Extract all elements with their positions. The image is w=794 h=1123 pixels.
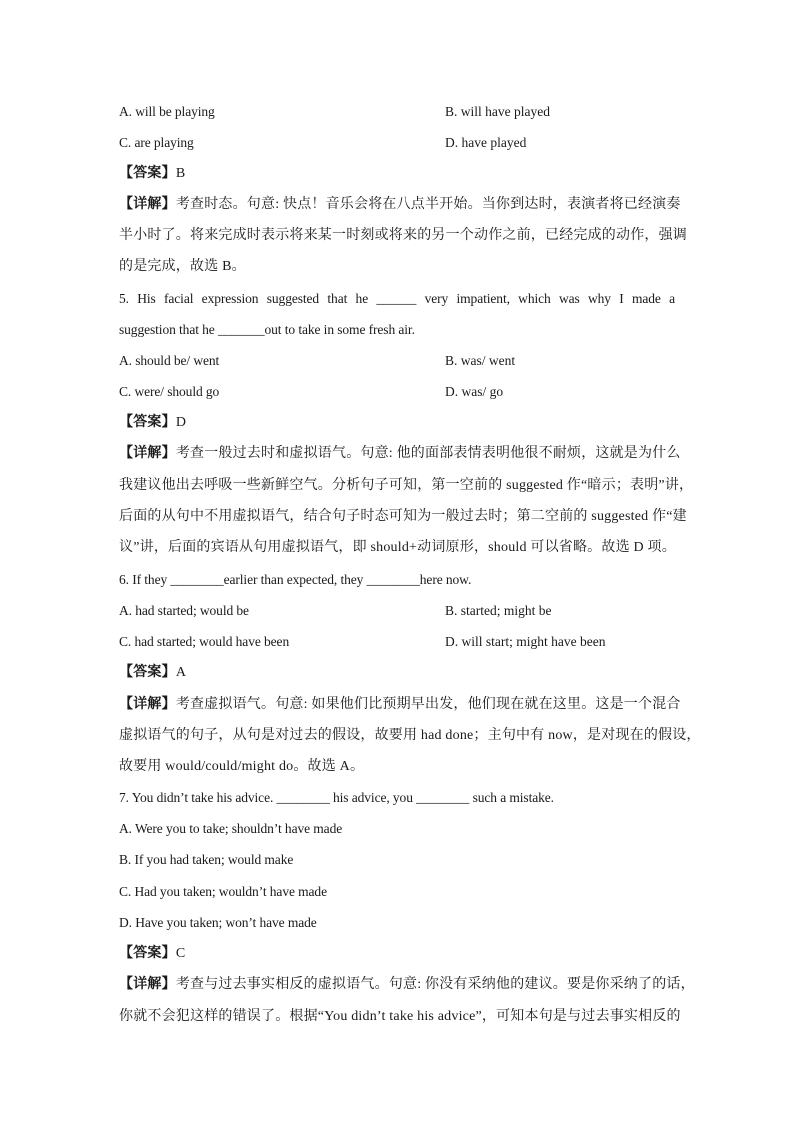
q6-detail-line-1 xyxy=(119,695,681,715)
answer-tag: 【答案】 xyxy=(119,166,176,181)
q5-option-b: B. was/ went xyxy=(445,353,516,368)
answer-tag: 【答案】 xyxy=(119,946,176,961)
q6-option-a: A. had started; would be xyxy=(119,603,249,618)
q5-detail-line-3: 后面的从句中不用虚拟语气，结合句子时态可知为一般过去时；第二空前的 suggested 作“建 xyxy=(119,509,687,524)
q4-option-c: C. are playing xyxy=(119,135,194,150)
q4-answer: B xyxy=(175,166,186,181)
q5-detail-line-2: 我建议他出去呼吸一些新鲜空气。分析句子可知，第一空前的 suggested 作“暗示；表明”讲， xyxy=(119,478,694,493)
q7-detail-line-1 xyxy=(119,975,695,995)
q4-detail-text-1: 考查时态。句意: 快点！音乐会将在八点半开始。当你到达时，表演者将已经演奏 xyxy=(175,197,681,212)
q6-option-b: B. started; might be xyxy=(445,603,552,618)
q5-option-a: A. should be/ went xyxy=(119,353,220,368)
detail-tag: 【详解】 xyxy=(119,197,176,212)
q7-answer: C xyxy=(175,946,186,961)
q5-answer-line xyxy=(119,413,186,433)
q6-detail-text-1: 考查虚拟语气。句意: 如果他们比预期早出发，他们现在就在这里。这是一个混合 xyxy=(175,697,681,712)
q5-stem-line-1: 5. His facial expression suggested that he ______ very impatient, which was why I made a xyxy=(119,291,675,306)
q4-option-b: B. will have played xyxy=(445,104,550,119)
q7-answer-line xyxy=(119,944,185,964)
q4-detail-line-3: 的是完成，故选 B。 xyxy=(119,259,246,274)
q7-stem: 7. You didn’t take his advice. ________ his advice, you ________ such a mistake. xyxy=(119,790,554,805)
answer-tag: 【答案】 xyxy=(119,665,176,680)
q5-detail-line-4: 议”讲，后面的宾语从句用虚拟语气，即 should+动词原形，should 可以省略。故选 D 项。 xyxy=(119,540,676,555)
q5-detail-text-1: 考查一般过去时和虚拟语气。句意: 他的面部表情表明他很不耐烦，这就是为什么 xyxy=(175,446,681,461)
q6-detail-line-3: 故要用 would/could/might do。故选 A。 xyxy=(119,759,365,774)
q7-option-d: D. Have you taken; won’t have made xyxy=(119,915,317,930)
q6-answer: A xyxy=(175,665,187,680)
q6-option-c: C. had started; would have been xyxy=(119,634,290,649)
q4-detail-line-1 xyxy=(119,195,681,215)
q7-option-c: C. Had you taken; wouldn’t have made xyxy=(119,884,327,899)
q4-option-d: D. have played xyxy=(445,135,527,150)
q5-answer: D xyxy=(175,415,187,430)
q5-detail-line-1 xyxy=(119,444,681,464)
q6-stem: 6. If they ________earlier than expected, they ________here now. xyxy=(119,572,472,587)
q4-option-a: A. will be playing xyxy=(119,104,215,119)
detail-tag: 【详解】 xyxy=(119,697,176,712)
q5-stem-line-2: suggestion that he _______out to take in some fresh air. xyxy=(119,322,415,337)
detail-tag: 【详解】 xyxy=(119,977,176,992)
q5-option-c: C. were/ should go xyxy=(119,384,220,399)
q4-detail-line-2: 半小时了。将来完成时表示将来某一时刻或将来的另一个动作之前，已经完成的动作，强调 xyxy=(119,228,687,243)
q6-answer-line xyxy=(119,663,186,683)
q4-answer-line xyxy=(119,164,185,184)
q7-detail-line-2: 你就不会犯这样的错误了。根据“You didn’t take his advice”，可知本句是与过去事实相反的 xyxy=(119,1009,681,1024)
detail-tag: 【详解】 xyxy=(119,446,176,461)
answer-tag: 【答案】 xyxy=(119,415,176,430)
q5-option-d: D. was/ go xyxy=(445,384,504,399)
q6-detail-line-2: 虚拟语气的句子，从句是对过去的假设，故要用 had done；主句中有 now，是对现在的假设， xyxy=(119,728,701,743)
q6-option-d: D. will start; might have been xyxy=(445,634,606,649)
q7-option-a: A. Were you to take; shouldn’t have made xyxy=(119,821,343,836)
q7-detail-text-1: 考查与过去事实相反的虚拟语气。句意: 你没有采纳他的建议。要是你采纳了的话， xyxy=(175,977,695,992)
q7-option-b: B. If you had taken; would make xyxy=(119,852,294,867)
